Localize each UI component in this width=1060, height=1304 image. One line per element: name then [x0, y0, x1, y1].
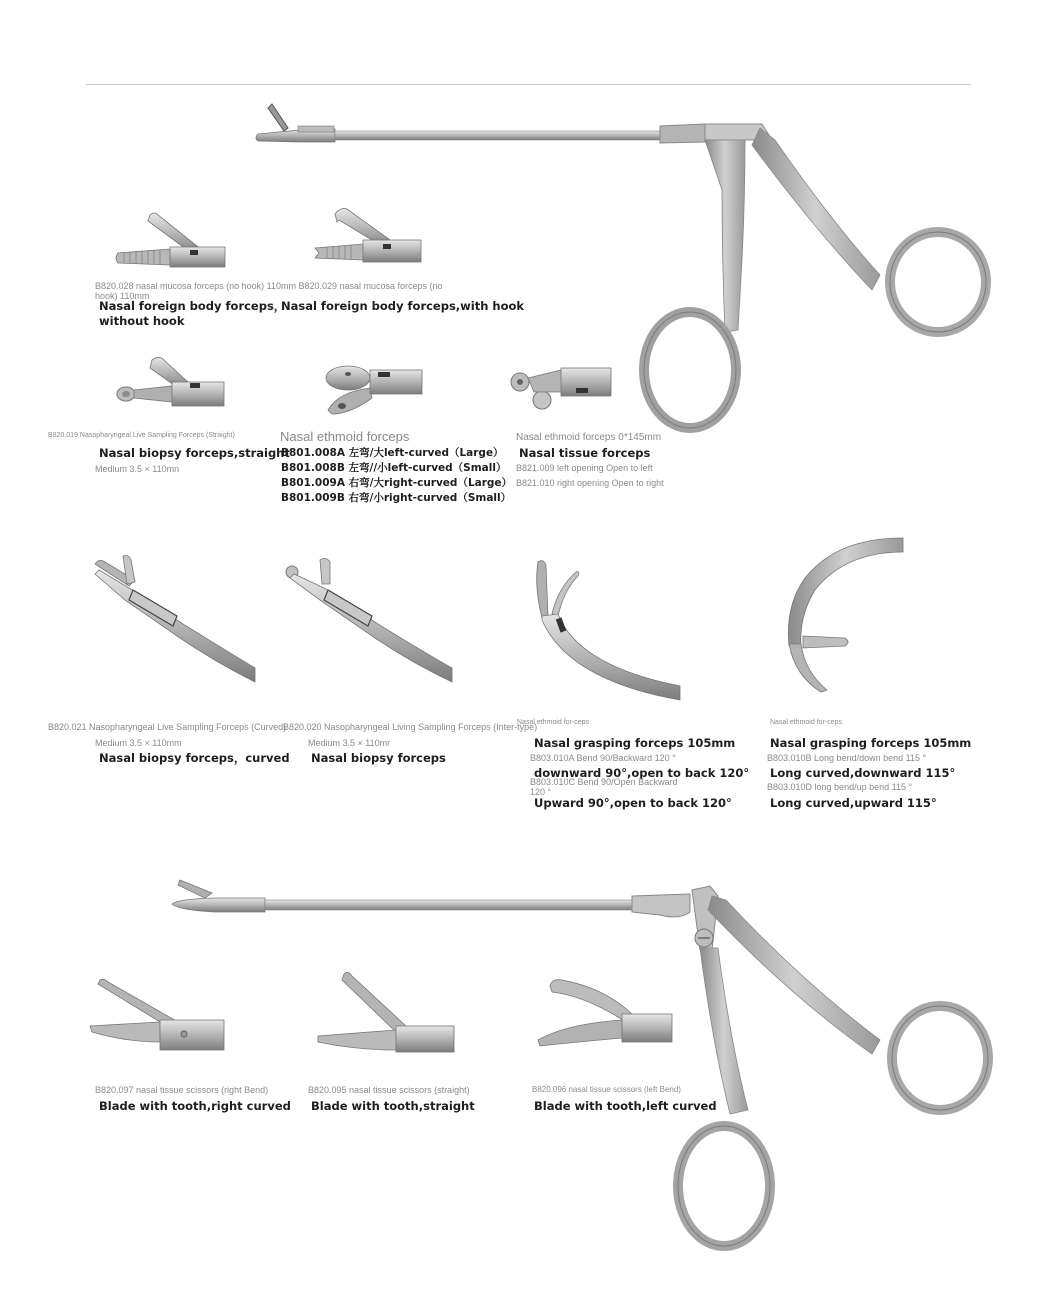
- ethmoid-line-3: B801.009A 右弯/大right-curved（Large）: [281, 477, 513, 489]
- biopsy-forceps-inter-type-image: [280, 550, 455, 690]
- scissors-right-curved-image: [86, 976, 226, 1056]
- row3-item4-line2: Long curved,upward 115°: [770, 796, 937, 810]
- row3-item2-size: Medium 3.5 × 110mr: [308, 738, 391, 748]
- row3-item1-code: B820.021 Nasopharyngeal Live Sampling Forceps (Curved): [48, 722, 287, 732]
- grasping-forceps-long-curved-image: [775, 536, 910, 696]
- nasal-scissors-large-image: [0, 860, 1060, 1260]
- row3-item1-title: Nasal biopsy forceps，curved: [99, 751, 290, 765]
- row1-code: B820.028 nasal mucosa forceps (no hook) 110mm B820.029 nasal mucosa forceps (no hook) 110mm: [95, 281, 443, 301]
- row3-item4-title: Nasal grasping forceps 105mm: [770, 736, 972, 750]
- ethmoid-line-2: B801.008B 左弯//小left-curved（Small）: [281, 462, 507, 474]
- row4-item3-code: B820.096 nasal tissue scissors (left Bend): [532, 1085, 681, 1094]
- row3-item2-code: B820.020 Nasopharyngeal Living Sampling Forceps (Inter-type): [283, 722, 538, 732]
- row3-item3-line2: Upward 90°,open to back 120°: [534, 796, 732, 810]
- row4-item1-title: Blade with tooth,right curved: [99, 1099, 291, 1113]
- row3-item3-sub2: B803.010C Bend 90/Open Backward 120 °: [530, 777, 678, 797]
- row3-item2-title: Nasal biopsy forceps: [311, 751, 446, 765]
- scissors-left-curved-image: [536, 976, 676, 1056]
- foreign-body-forceps-no-hook-image: [110, 205, 230, 275]
- ethmoid-forceps-image: [320, 358, 425, 420]
- row1-item1-title: Nasal foreign body forceps，: [99, 299, 286, 313]
- row3-item1-size: Medium 3.5 × 110mm: [95, 738, 182, 748]
- ethmoid-line-1: B801.008A 左弯/大left-curved（Large）: [281, 447, 504, 459]
- row3-item3-title: Nasal grasping forceps 105mm: [534, 736, 736, 750]
- row3-item4-line1: Long curved,downward 115°: [770, 766, 956, 780]
- row3-item3-code: Nasal ethmoid for-ceps: [517, 719, 589, 726]
- row3-item3-sub1: B803.010A Bend 90/Backward 120 °: [530, 753, 676, 763]
- row2-item3-code: Nasal ethmoid forceps 0*145mm: [516, 432, 662, 443]
- row2-item1-title: Nasal biopsy forceps,straight: [99, 446, 290, 460]
- row4-item3-title: Blade with tooth,left curved: [534, 1099, 717, 1113]
- foreign-body-forceps-with-hook-image: [305, 200, 425, 270]
- row2-item3-title: Nasal tissue forceps: [519, 446, 651, 460]
- grasping-forceps-bend90-image: [528, 556, 683, 704]
- row3-item4-sub2: B803.010D long bend/up bend 115 °: [767, 782, 913, 792]
- row1-item1-title-line2: without hook: [99, 314, 185, 328]
- row3-item4-sub1: B803.010B Long bend/down bend 115 °: [767, 753, 927, 763]
- biopsy-forceps-curved-image: [85, 550, 260, 690]
- row4-item2-code: B820.095 nasal tissue scissors (straight): [308, 1085, 470, 1095]
- tissue-forceps-image: [506, 362, 614, 414]
- row3-item4-code: Nasal ethmoid for-ceps: [770, 719, 842, 726]
- row2-item3-sub2: B821.010 right opening Open to right: [516, 478, 664, 488]
- row2-item2-code: Nasal ethmoid forceps: [280, 429, 410, 444]
- row4-item2-title: Blade with tooth,straight: [311, 1099, 475, 1113]
- row2-item1-size: Medium 3.5 × 110mn: [95, 464, 180, 474]
- row2-item3-sub1: B821.009 left opening Open to left: [516, 463, 653, 473]
- ethmoid-line-4: B801.009B 右弯/小right-curved（Small）: [281, 492, 512, 504]
- scissors-straight-image: [316, 970, 456, 1056]
- row3-item3-line1: downward 90°,open to back 120°: [534, 766, 750, 780]
- biopsy-forceps-straight-image: [110, 352, 230, 412]
- row1-item2-title: Nasal foreign body forceps,with hook: [281, 299, 525, 313]
- row4-item1-code: B820.097 nasal tissue scissors (right Bend): [95, 1085, 269, 1095]
- row2-item1-code: B820.019 Nasopharyngeal Live Sampling Forceps (Straight): [48, 432, 235, 439]
